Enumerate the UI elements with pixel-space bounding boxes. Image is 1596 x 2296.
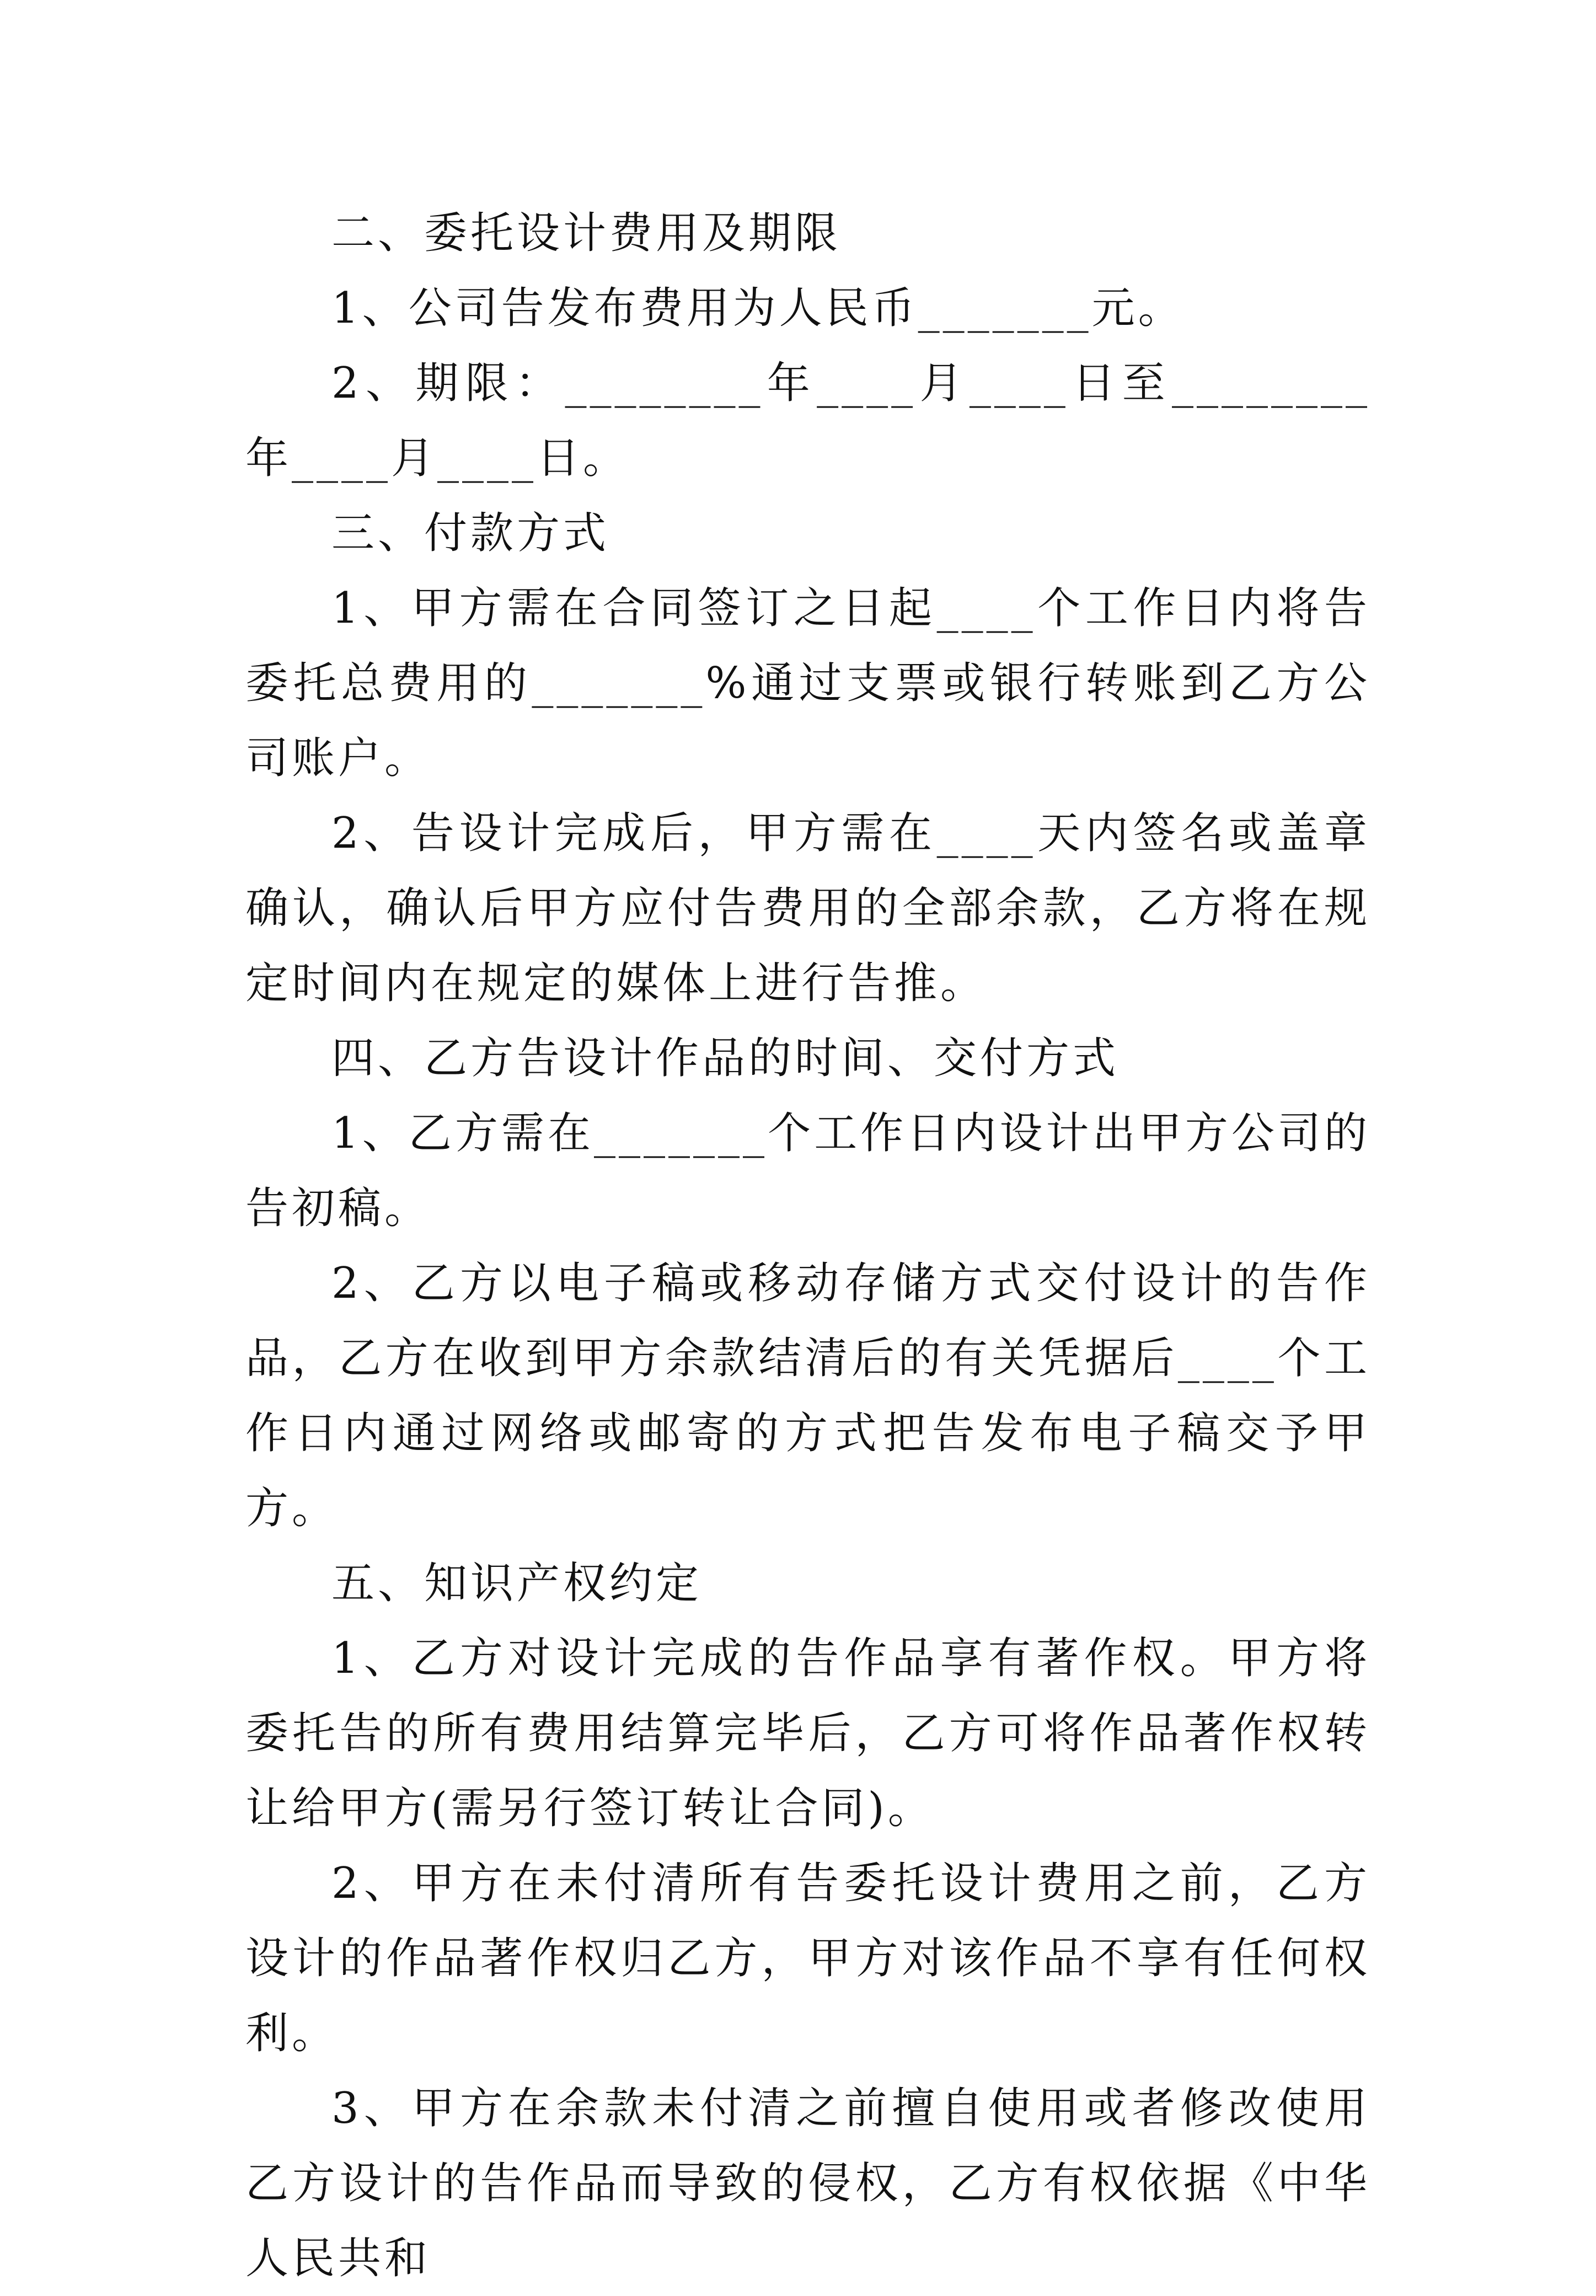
section-heading-2: 二、委托设计费用及期限 xyxy=(331,208,842,258)
paragraph: 3、甲方在余款未付清之前擅自使用或者修改使用乙方设计的告作品而导致的侵权，乙方有权依据《中华人民共和 xyxy=(245,2084,1370,2283)
paragraph: 2、甲方在未付清所有告委托设计费用之前，乙方设计的作品著作权归乙方，甲方对该作品不享有任何权利。 xyxy=(245,1859,1370,2058)
paragraph: 1、公司告发布费用为人民币_______元。 xyxy=(331,283,1185,333)
paragraph: 1、乙方对设计完成的告作品享有著作权。甲方将委托告的所有费用结算完毕后，乙方可将作品著作权转让给甲方(需另行签订转让合同)。 xyxy=(245,1634,1370,1833)
section-heading-4: 四、乙方告设计作品的时间、交付方式 xyxy=(331,1034,1120,1083)
paragraph: 2、告设计完成后，甲方需在____天内签名或盖章确认，确认后甲方应付告费用的全部余款，乙方将在规定时间内在规定的媒体上进行告推。 xyxy=(245,809,1370,1008)
document-body xyxy=(245,196,1370,2296)
paragraph: 2、期限：________年____月____日至________年____月____日。 xyxy=(245,358,1370,483)
section-heading-5: 五、知识产权约定 xyxy=(331,1559,703,1608)
section-heading-3: 三、付款方式 xyxy=(331,509,610,558)
paragraph: 1、甲方需在合同签订之日起____个工作日内将告委托总费用的_______%通过支票或银行转账到乙方公司账户。 xyxy=(245,584,1370,783)
paragraph: 1、乙方需在_______个工作日内设计出甲方公司的告初稿。 xyxy=(245,1109,1370,1233)
paragraph: 2、乙方以电子稿或移动存储方式交付设计的告作品，乙方在收到甲方余款结清后的有关凭据后____个工作日内通过网络或邮寄的方式把告发布电子稿交予甲方。 xyxy=(245,1259,1370,1533)
